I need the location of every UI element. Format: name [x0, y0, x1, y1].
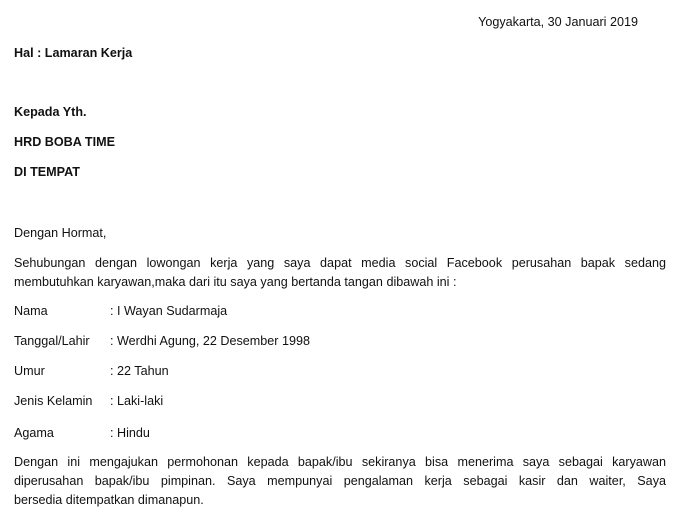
- detail-row-nama: [14, 303, 614, 319]
- detail-value: : Hindu: [110, 426, 150, 440]
- detail-row-tanggal-lahir: [14, 333, 614, 349]
- detail-label: Umur: [14, 364, 45, 378]
- subject-line: Hal : Lamaran Kerja: [14, 46, 133, 60]
- detail-row-jenis-kelamin: [14, 393, 614, 409]
- closing-line: diperusahan bapak/ibu pimpinan. Saya mempunyai pengalaman kerja sebagai kasir dan waiter, Saya: [14, 474, 666, 488]
- detail-row-agama: [14, 425, 614, 441]
- detail-value: : Werdhi Agung, 22 Desember 1998: [110, 334, 310, 348]
- closing-line: Dengan ini mengajukan permohonan kepada bapak/ibu sekiranya bisa menerima saya sebagai karyawan: [14, 455, 666, 469]
- greeting: Dengan Hormat,: [14, 226, 107, 240]
- place-date: Yogyakarta, 30 Januari 2019: [478, 15, 638, 29]
- recipient-location: DI TEMPAT: [14, 165, 80, 179]
- recipient-salutation: Kepada Yth.: [14, 105, 87, 119]
- detail-label: Nama: [14, 304, 48, 318]
- detail-row-umur: [14, 363, 614, 379]
- detail-label: Agama: [14, 426, 54, 440]
- intro-line: membutuhkan karyawan,maka dari itu saya yang bertanda tangan dibawah ini :: [14, 275, 457, 289]
- detail-value: : 22 Tahun: [110, 364, 169, 378]
- detail-value: : I Wayan Sudarmaja: [110, 304, 228, 318]
- recipient-company: HRD BOBA TIME: [14, 135, 115, 149]
- detail-value: : Laki-laki: [110, 394, 164, 408]
- detail-label: Tanggal/Lahir: [14, 334, 90, 348]
- closing-line: bersedia ditempatkan dimanapun.: [14, 493, 204, 507]
- intro-line: Sehubungan dengan lowongan kerja yang saya dapat media social Facebook perusahan bapak sedang: [14, 256, 666, 270]
- detail-label: Jenis Kelamin: [14, 394, 93, 408]
